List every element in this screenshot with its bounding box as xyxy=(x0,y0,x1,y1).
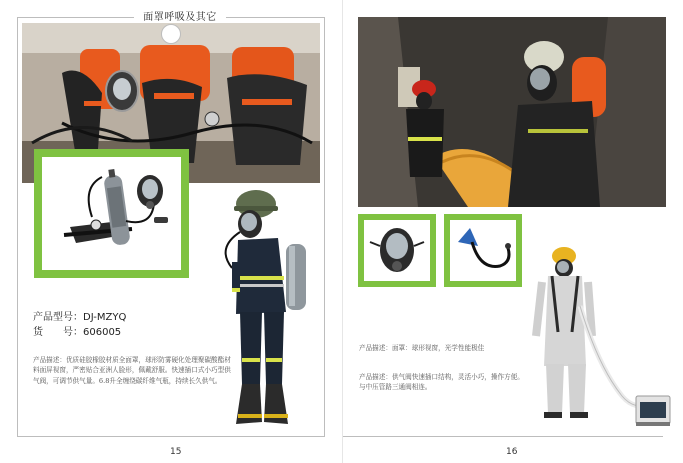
airline-respirator-user-image xyxy=(528,246,673,431)
scba-product-photo xyxy=(42,157,181,270)
page-frame-bottom xyxy=(343,436,663,437)
page-number: 15 xyxy=(170,447,182,457)
firefighter-with-scba-image xyxy=(218,188,318,433)
page-right xyxy=(342,0,683,463)
frame-top-line xyxy=(17,17,134,18)
scba-product-frame xyxy=(34,149,189,278)
product-spec-block xyxy=(33,310,213,340)
product-description: 产品描述：优质硅胶橡胶材质全面罩，球形防雾硬化处理聚碳酸酯材料面屏视窗，严密贴合亚洲人脸形，佩戴舒服。快速插口式小巧型供气阀，可调节供气量。6.8升全缠绕碳纤维气瓶，持续长久供气。 xyxy=(33,356,231,385)
item-number-label: 货 号： xyxy=(33,327,83,338)
item-number-value: 606005 xyxy=(83,327,122,338)
supply-valve-product-photo xyxy=(450,220,516,281)
tunnel-rescue-photo xyxy=(358,17,666,207)
item-number-line xyxy=(33,325,213,340)
model-number-label: 产品型号： xyxy=(33,312,83,323)
valve-description: 产品描述：供气阀快速插口结构，灵活小巧，操作方便。与中压管路三通阀相连。 xyxy=(359,373,524,392)
mask-description: 产品描述：面罩：球形视窗，光学性能极佳 xyxy=(359,344,485,352)
model-number-line xyxy=(33,310,213,325)
frame-top-line xyxy=(226,17,325,18)
page-number: 16 xyxy=(506,447,518,457)
model-number-value: DJ-MZYQ xyxy=(83,312,127,323)
section-title: 面罩呼吸及其它 xyxy=(143,12,217,23)
valve-product-frame xyxy=(444,214,522,287)
decorative-circle xyxy=(161,24,181,44)
mask-product-photo xyxy=(364,220,430,281)
mask-product-frame xyxy=(358,214,436,287)
